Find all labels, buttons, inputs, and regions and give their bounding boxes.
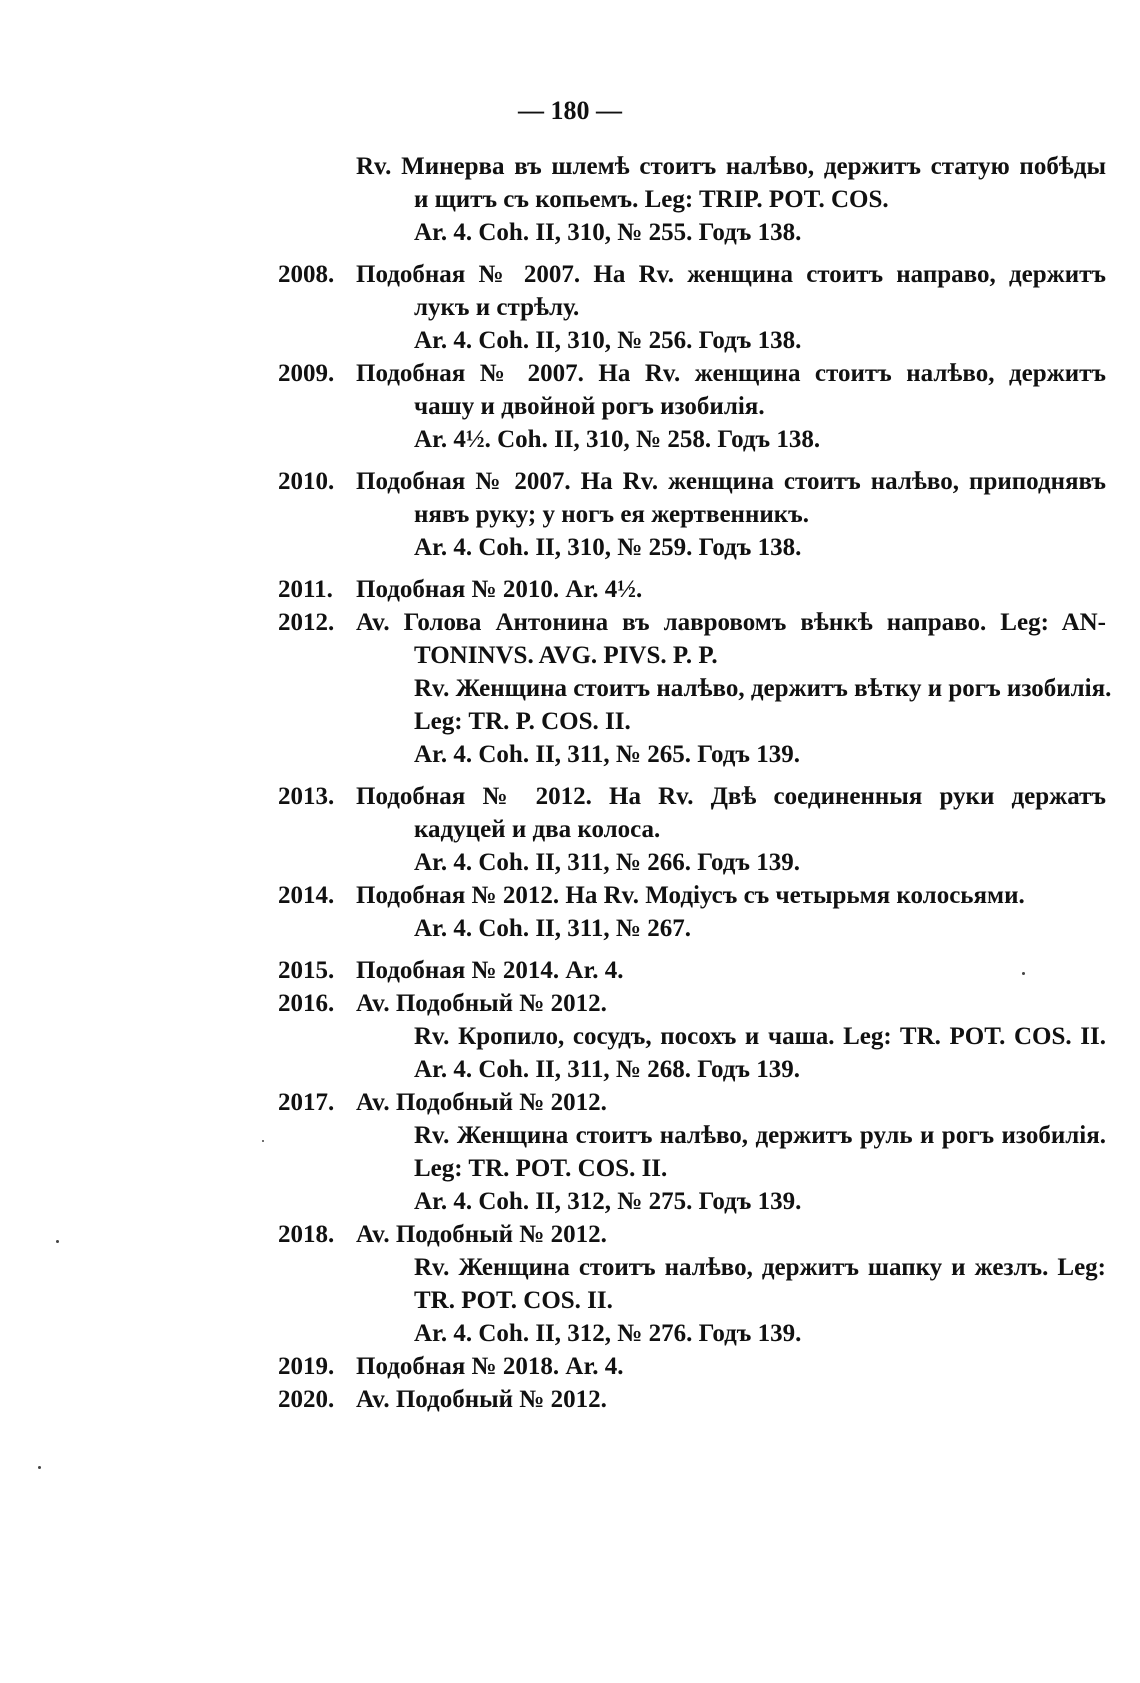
entry-text: Подобная № 2012. На Rv. Двѣ соединенныя руки держатъ	[356, 783, 1106, 810]
entry-number: 2008.	[278, 261, 335, 288]
entry-text: Av. Подобный № 2012.	[356, 1089, 607, 1116]
entry-line	[0, 1086, 1140, 1119]
entry-text: Подобная № 2007. На Rv. женщина стоитъ налѣво, приподнявъ	[356, 468, 1106, 495]
entry-line	[0, 291, 1140, 324]
entry-number: 2009.	[278, 360, 335, 387]
print-speck	[1022, 972, 1025, 975]
entry-line	[0, 498, 1140, 531]
print-speck	[262, 1140, 264, 1142]
entry-line	[0, 912, 1140, 945]
entry-line	[0, 1119, 1140, 1152]
entry-line	[0, 258, 1140, 291]
entry-text: Rv. Женщина стоитъ налѣво, держитъ вѣтку и рогъ изобилія.	[414, 675, 1112, 702]
entry-line	[0, 813, 1140, 846]
entry-line	[0, 846, 1140, 879]
entry-line	[0, 150, 1140, 183]
entry-number: 2019.	[278, 1353, 335, 1380]
entry-line	[0, 639, 1140, 672]
entry-number: 2012.	[278, 609, 335, 636]
entry-text: Ar. 4. Coh. II, 312, № 276. Годъ 139.	[414, 1320, 802, 1347]
entry-line	[0, 390, 1140, 423]
entry-number: 2015.	[278, 957, 335, 984]
entry-line	[0, 705, 1140, 738]
entry-text: Rv. Женщина стоитъ налѣво, держитъ шапку и жезлъ. Leg:	[414, 1254, 1106, 1281]
entry-text: Leg: TR. P. COS. II.	[414, 708, 631, 735]
entry-text: Ar. 4. Coh. II, 310, № 259. Годъ 138.	[414, 534, 802, 561]
entry-line	[0, 987, 1140, 1020]
entry-text: Подобная № 2012. На Rv. Модіусъ съ четырьмя колосьями.	[356, 882, 1025, 909]
entry-text: Ar. 4. Coh. II, 310, № 256. Годъ 138.	[414, 327, 802, 354]
entry-number: 2016.	[278, 990, 335, 1017]
entry-line	[0, 780, 1140, 813]
entry-text: Подобная № 2010. Ar. 4½.	[356, 576, 643, 603]
catalog-entries	[0, 150, 1140, 1416]
entry-line	[0, 357, 1140, 390]
entry-text: Ar. 4. Coh. II, 312, № 275. Годъ 139.	[414, 1188, 802, 1215]
page-number: — 180 —	[518, 96, 622, 125]
entry-number: 2018.	[278, 1221, 335, 1248]
entry-text: Rv. Минерва въ шлемѣ стоитъ налѣво, держитъ статую побѣды	[356, 153, 1106, 180]
entry-line	[0, 1284, 1140, 1317]
entry-line	[0, 879, 1140, 912]
entry-number: 2013.	[278, 783, 335, 810]
entry-text: нявъ руку; у ногъ ея жертвенникъ.	[414, 501, 809, 528]
entry-text: Av. Подобный № 2012.	[356, 990, 607, 1017]
entry-text: и щитъ съ копьемъ. Leg: TRIP. POT. COS.	[414, 186, 889, 213]
entry-line	[0, 324, 1140, 357]
entry-line	[0, 531, 1140, 564]
entry-line	[0, 1350, 1140, 1383]
entry-text: Подобная № 2014. Ar. 4.	[356, 957, 624, 984]
entry-text: Av. Подобный № 2012.	[356, 1221, 607, 1248]
entry-line	[0, 606, 1140, 639]
entry-text: Ar. 4. Coh. II, 311, № 268. Годъ 139.	[414, 1056, 800, 1083]
entry-text: Av. Подобный № 2012.	[356, 1386, 607, 1413]
entry-number: 2010.	[278, 468, 335, 495]
entry-text: Rv. Кропило, сосудъ, посохъ и чаша. Leg: TR. POT. COS. II.	[414, 1023, 1106, 1050]
entry-text: Ar. 4. Coh. II, 311, № 265. Годъ 139.	[414, 741, 800, 768]
entry-line	[0, 1185, 1140, 1218]
entry-line	[0, 1218, 1140, 1251]
entry-text: Rv. Женщина стоитъ налѣво, держитъ руль и рогъ изобилія.	[414, 1122, 1106, 1149]
entry-line	[0, 1383, 1140, 1416]
entry-line	[0, 1317, 1140, 1350]
print-speck	[56, 1240, 59, 1243]
entry-text: Подобная № 2018. Ar. 4.	[356, 1353, 624, 1380]
entry-line	[0, 183, 1140, 216]
entry-line	[0, 1152, 1140, 1185]
entry-text: Подобная № 2007. На Rv. женщина стоитъ налѣво, держитъ	[356, 360, 1106, 387]
entry-text: Leg: TR. POT. COS. II.	[414, 1155, 668, 1182]
entry-line	[0, 672, 1140, 705]
entry-text: Ar. 4. Coh. II, 311, № 267.	[414, 915, 692, 942]
entry-line	[0, 1251, 1140, 1284]
entry-line	[0, 1020, 1140, 1053]
entry-text: Ar. 4½. Coh. II, 310, № 258. Годъ 138.	[414, 426, 821, 453]
entry-line	[0, 423, 1140, 456]
entry-number: 2011.	[278, 576, 333, 603]
entry-text: Ar. 4. Coh. II, 311, № 266. Годъ 139.	[414, 849, 800, 876]
entry-text: TONINVS. AVG. PIVS. P. P.	[414, 642, 718, 669]
entry-line	[0, 954, 1140, 987]
entry-text: Ar. 4. Coh. II, 310, № 255. Годъ 138.	[414, 219, 802, 246]
entry-text: лукъ и стрѣлу.	[414, 294, 580, 321]
print-speck	[38, 1466, 41, 1469]
entry-text: Подобная № 2007. На Rv. женщина стоитъ направо, держитъ	[356, 261, 1106, 288]
entry-number: 2020.	[278, 1386, 335, 1413]
entry-number: 2017.	[278, 1089, 335, 1116]
entry-text: чашу и двойной рогъ изобилія.	[414, 393, 765, 420]
entry-text: кадуцей и два колоса.	[414, 816, 661, 843]
entry-line	[0, 216, 1140, 249]
entry-line	[0, 1053, 1140, 1086]
entry-line	[0, 465, 1140, 498]
entry-line	[0, 738, 1140, 771]
entry-line	[0, 573, 1140, 606]
entry-text: TR. POT. COS. II.	[414, 1287, 613, 1314]
entry-number: 2014.	[278, 882, 335, 909]
entry-text: Av. Голова Антонина въ лавровомъ вѣнкѣ направо. Leg: AN-	[356, 609, 1106, 636]
